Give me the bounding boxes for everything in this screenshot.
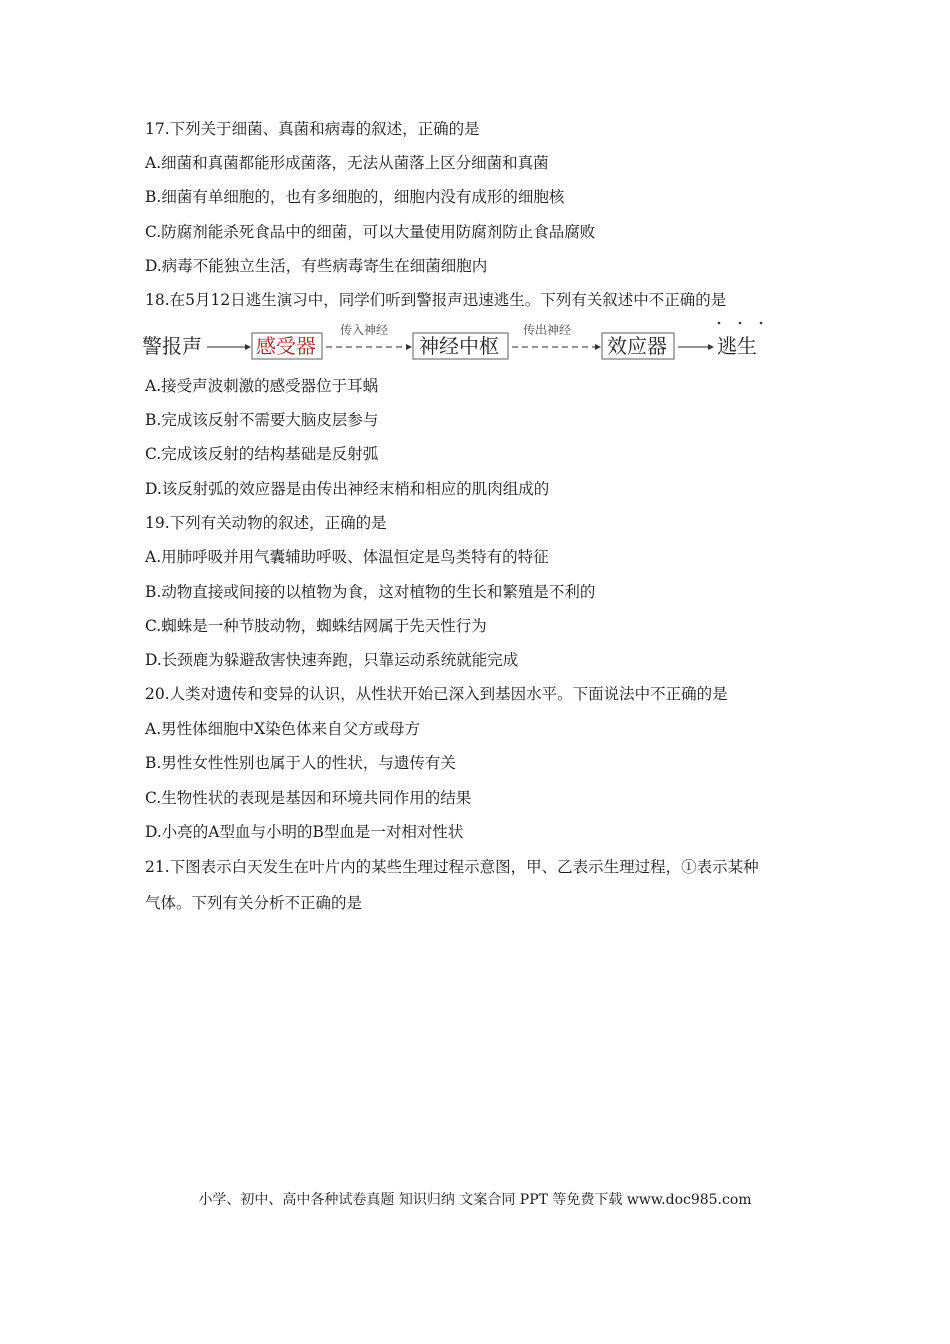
afferent-nerve-label: 传入神经 xyxy=(340,323,389,337)
effector-label: 效应器 xyxy=(607,334,667,358)
nerve-center-label: 神经中枢 xyxy=(419,334,499,358)
emphasis-dot xyxy=(760,322,763,325)
question-19-stem: 19.下列有关动物的叙述，正确的是 xyxy=(145,514,387,532)
question-18-stem: 18.在5月12日逃生演习中，同学们听到警报声迅速逃生。下列有关叙述中不正确的是 xyxy=(145,291,727,309)
reflex-arc-diagram xyxy=(140,320,780,365)
emphasis-dot xyxy=(718,322,721,325)
question-17-option-d: D.病毒不能独立生活，有些病毒寄生在细菌细胞内 xyxy=(145,257,488,275)
emphasis-dot xyxy=(739,322,742,325)
question-17-option-b: B.细菌有单细胞的，也有多细胞的，细胞内没有成形的细胞核 xyxy=(145,188,565,206)
question-17-option-a: A.细菌和真菌都能形成菌落，无法从菌落上区分细菌和真菌 xyxy=(145,154,549,172)
question-19-option-c: C.蜘蛛是一种节肢动物，蜘蛛结网属于先天性行为 xyxy=(145,617,487,635)
question-20-stem: 20.人类对遗传和变异的认识，从性状开始已深入到基因水平。下面说法中不正确的是 xyxy=(145,685,728,703)
question-20-option-c: C.生物性状的表现是基因和环境共同作用的结果 xyxy=(145,789,472,807)
efferent-nerve-label: 传出神经 xyxy=(523,323,572,337)
question-18-option-d: D.该反射弧的效应器是由传出神经末梢和相应的肌肉组成的 xyxy=(145,480,550,498)
question-20-option-a: A.男性体细胞中X染色体来自父方或母方 xyxy=(145,720,421,738)
alarm-sound-label: 警报声 xyxy=(142,334,202,358)
question-21-stem-line2: 气体。下列有关分析不正确的是 xyxy=(145,894,363,912)
arrow-head-icon xyxy=(595,344,601,350)
receptor-label: 感受器 xyxy=(256,334,316,358)
question-19-option-a: A.用肺呼吸并用气囊辅助呼吸、体温恒定是鸟类特有的特征 xyxy=(145,548,549,566)
escape-label: 逃生 xyxy=(717,334,757,358)
page-footer: 小学、初中、高中各种试卷真题 知识归纳 文案合同 PPT 等免费下载 www.doc985.com xyxy=(198,1192,752,1208)
arrow-head-icon xyxy=(245,344,251,350)
question-17-stem: 17.下列关于细菌、真菌和病毒的叙述，正确的是 xyxy=(145,120,480,138)
question-17-option-c: C.防腐剂能杀死食品中的细菌，可以大量使用防腐剂防止食品腐败 xyxy=(145,223,596,241)
question-18-option-c: C.完成该反射的结构基础是反射弧 xyxy=(145,445,379,463)
arrow-head-icon xyxy=(406,344,412,350)
question-19-option-b: B.动物直接或间接的以植物为食，这对植物的生长和繁殖是不利的 xyxy=(145,583,596,601)
arrow-head-icon xyxy=(708,344,714,350)
question-19-option-d: D.长颈鹿为躲避敌害快速奔跑，只靠运动系统就能完成 xyxy=(145,651,519,669)
question-18-option-a: A.接受声波刺激的感受器位于耳蜗 xyxy=(145,377,379,395)
question-18-option-b: B.完成该反射不需要大脑皮层参与 xyxy=(145,411,379,429)
question-20-option-d: D.小亮的A型血与小明的B型血是一对相对性状 xyxy=(145,823,464,841)
question-20-option-b: B.男性女性性别也属于人的性状，与遗传有关 xyxy=(145,754,456,772)
question-21-stem-line1: 21.下图表示白天发生在叶片内的某些生理过程示意图，甲、乙表示生理过程，①表示某种 xyxy=(145,858,759,876)
